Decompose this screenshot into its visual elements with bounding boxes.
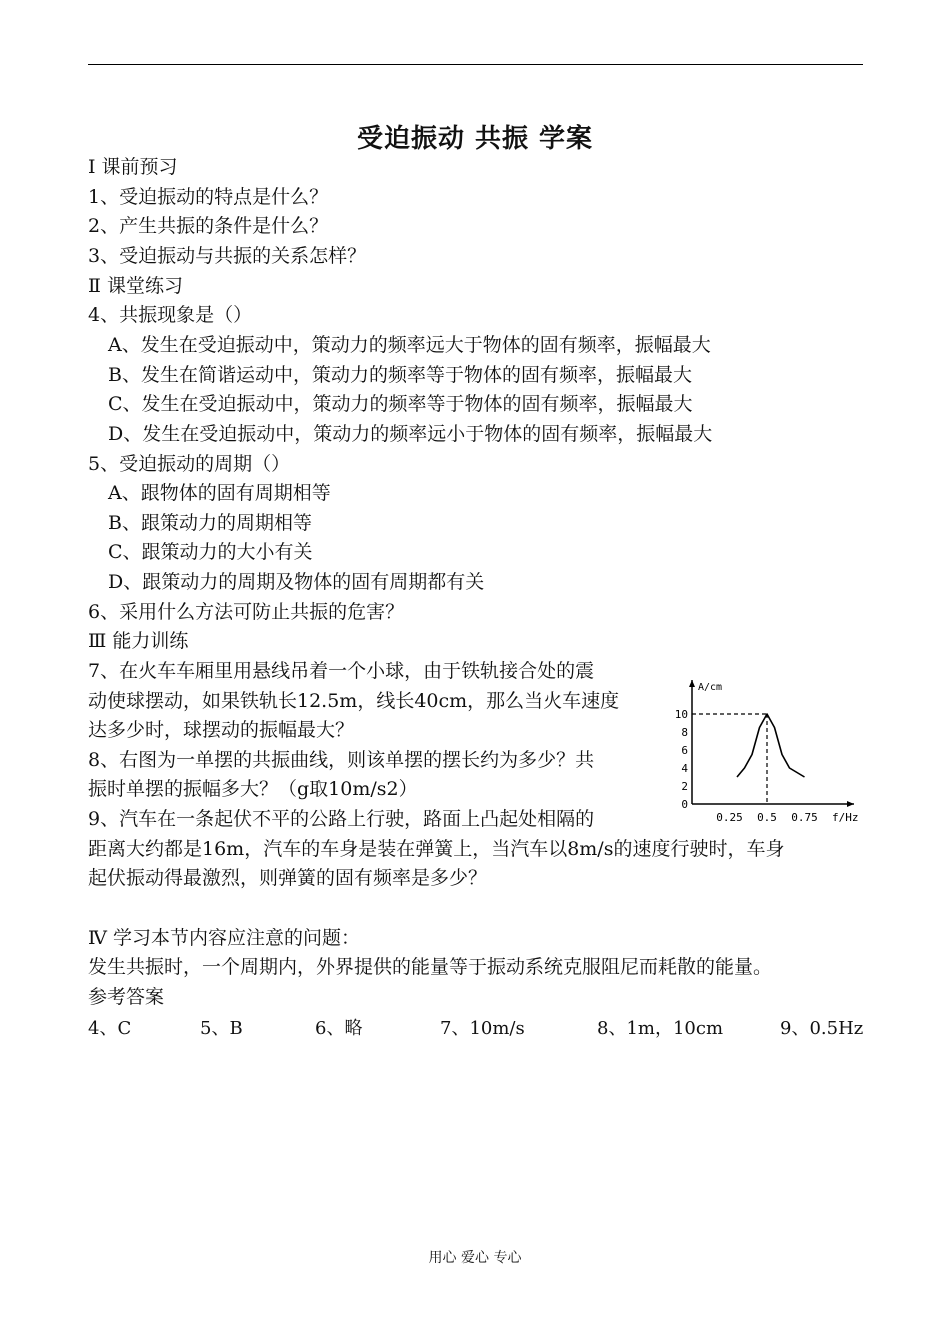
question-6: 6、采用什么方法可防止共振的危害？ — [88, 601, 405, 623]
section-3-heading: Ⅲ 能力训练 — [88, 630, 189, 652]
note-text: 发生共振时，一个周期内，外界提供的能量等于振动系统克服阻尼而耗散的能量。 — [88, 956, 773, 978]
y-axis-label: A/cm — [698, 682, 723, 693]
y-axis-arrow — [689, 680, 695, 687]
question-5-stem: 5、受迫振动的周期（） — [88, 453, 291, 475]
question-3: 3、受迫振动与共振的关系怎样？ — [88, 245, 367, 267]
footer-text: 用心 爱心 专心 — [428, 1250, 522, 1266]
question-2: 2、产生共振的条件是什么？ — [88, 215, 329, 237]
question-5-option-c: C、跟策动力的大小有关 — [108, 541, 313, 563]
answer-7: 7、10m/s — [440, 1018, 525, 1039]
x-tick-label: 0.75 — [791, 811, 818, 824]
y-tick-label: 8 — [681, 726, 688, 739]
question-7-line-2: 动使球摆动，如果铁轨长12.5m，线长40cm，那么当火车速度 — [88, 690, 620, 712]
resonance-curve — [737, 714, 805, 777]
question-9-line-2: 距离大约都是16m，汽车的车身是装在弹簧上，当汽车以8m/s的速度行驶时，车身 — [88, 838, 785, 860]
page-title: 受迫振动 共振 学案 — [356, 124, 594, 154]
answer-9: 9、0.5Hz — [780, 1018, 864, 1039]
question-8-line-1: 8、右图为一单摆的共振曲线，则该单摆的摆长约为多少？共 — [88, 749, 595, 771]
y-tick-label: 2 — [681, 780, 688, 793]
question-4-option-a: A、发生在受迫振动中，策动力的频率远大于物体的固有频率，振幅最大 — [108, 334, 711, 356]
x-tick-label: 0.5 — [757, 811, 777, 824]
y-tick-label: 6 — [681, 744, 688, 757]
resonance-chart — [672, 672, 867, 827]
question-7-line-3: 达多少时，球摆动的振幅最大？ — [88, 719, 355, 741]
question-4-stem: 4、共振现象是（） — [88, 304, 253, 326]
section-4-heading: Ⅳ 学习本节内容应注意的问题： — [88, 927, 361, 949]
question-8-line-2: 振时单摆的振幅多大？（g取10m/s2） — [88, 778, 418, 800]
question-4-option-b: B、发生在简谐运动中，策动力的频率等于物体的固有频率，振幅最大 — [108, 364, 692, 386]
header-rule — [88, 64, 863, 65]
answer-4: 4、C — [88, 1018, 132, 1039]
y-tick-label: 10 — [674, 708, 688, 721]
answer-6: 6、略 — [315, 1018, 363, 1039]
answer-8: 8、1m，10cm — [597, 1018, 724, 1039]
x-axis-arrow — [847, 801, 854, 807]
question-4-option-d: D、发生在受迫振动中，策动力的频率远小于物体的固有频率，振幅最大 — [108, 423, 713, 445]
section-2-heading: Ⅱ 课堂练习 — [88, 275, 183, 297]
x-tick-label: 0.25 — [716, 811, 743, 824]
question-7-line-1: 7、在火车车厢里用悬线吊着一个小球，由于铁轨接合处的震 — [88, 660, 595, 682]
question-5-option-d: D、跟策动力的周期及物体的固有周期都有关 — [108, 571, 485, 593]
y-tick-label: 0 — [681, 798, 688, 811]
question-5-option-a: A、跟物体的固有周期相等 — [108, 482, 331, 504]
question-1: 1、受迫振动的特点是什么？ — [88, 186, 329, 208]
y-tick-label: 4 — [681, 762, 688, 775]
question-5-option-b: B、跟策动力的周期相等 — [108, 512, 312, 534]
answer-5: 5、B — [200, 1018, 243, 1039]
question-4-option-c: C、发生在受迫振动中，策动力的频率等于物体的固有频率，振幅最大 — [108, 393, 693, 415]
answers-heading: 参考答案 — [88, 986, 165, 1008]
x-axis-label: f/Hz — [832, 811, 859, 824]
section-1-heading: Ⅰ 课前预习 — [88, 156, 178, 178]
question-9-line-1: 9、汽车在一条起伏不平的公路上行驶，路面上凸起处相隔的 — [88, 808, 595, 830]
question-9-line-3: 起伏振动得最激烈，则弹簧的固有频率是多少？ — [88, 867, 488, 889]
